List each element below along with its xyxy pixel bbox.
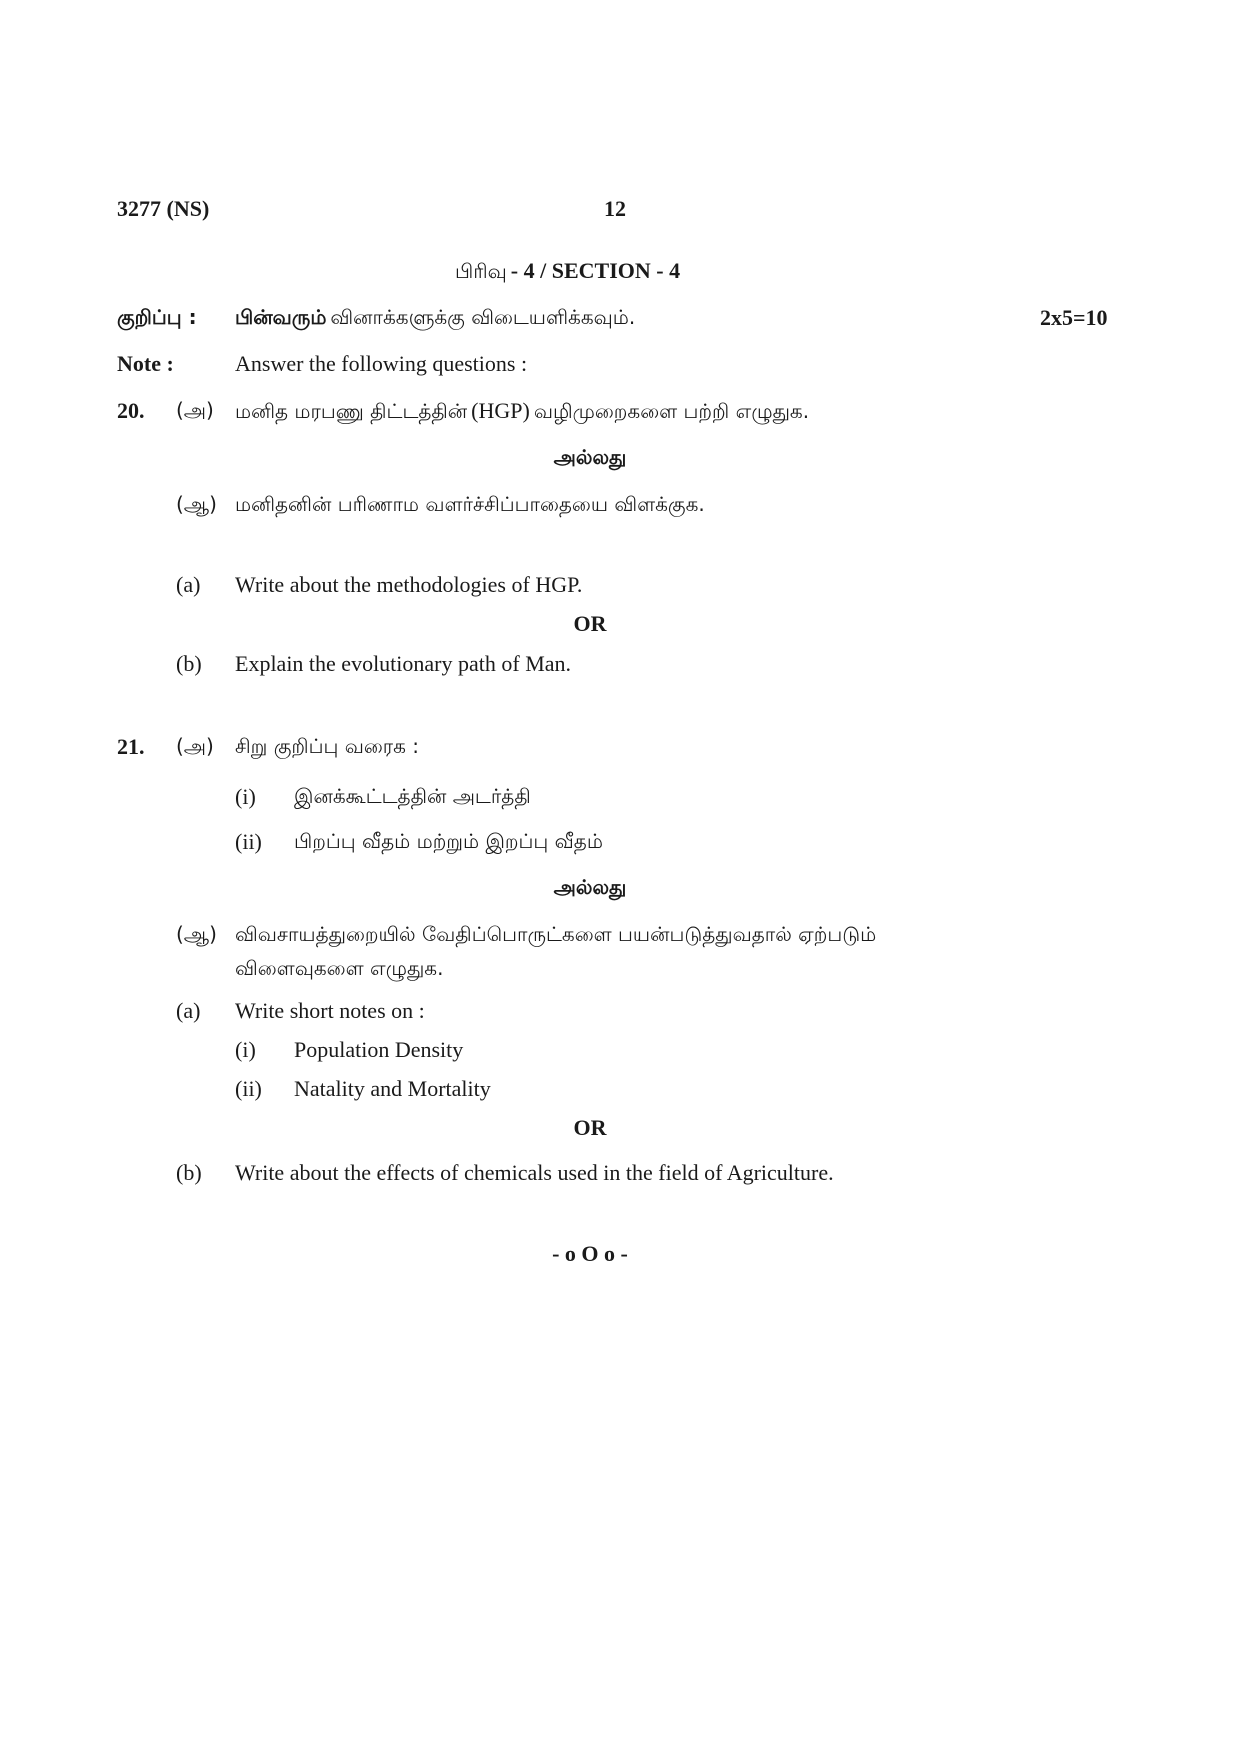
question-20-or-tamil: அல்லது [553,445,627,469]
note-text-english: Answer the following questions : [235,351,528,376]
marks: 2x5=10 [1040,305,1108,330]
question-21-ii-tamil: பிறப்பு வீதம் மற்றும் இறப்பு வீதம் [294,829,603,853]
question-20-b-tamil: மனிதனின் பரிணாம வளர்ச்சிப்பாதையை விளக்குக. [235,492,705,516]
question-20-a-tamil [235,398,809,426]
question-20-b-english: Explain the evolutionary path of Man. [235,651,572,676]
question-21-i-marker-english: (i) [235,1037,256,1062]
question-21-or-english: OR [573,1115,607,1140]
question-21-number: 21. [117,734,145,759]
question-21-i-tamil: இனக்கூட்டத்தின் அடர்த்தி [294,784,531,808]
question-21-b-marker-english: (b) [176,1160,202,1185]
section-title-tamil: பிரிவு [455,259,507,283]
question-21-b-tamil-line1: விவசாயத்துறையில் வேதிப்பொருட்களை பயன்படுத்துவதால் ஏற்படும் [235,922,877,946]
question-21-b-tamil-line2: விளைவுகளை எழுதுக. [235,956,444,980]
question-21-a-english: Write short notes on : [235,998,425,1023]
section-title [455,258,680,286]
paper-code: 3277 (NS) [117,196,210,221]
question-20-a-tamil-part2: வழிமுறைகளை பற்றி எழுதுக. [533,399,810,423]
note-label-tamil: குறிப்பு : [117,305,197,329]
note-label-english: Note : [117,351,174,376]
note-text-tamil-bold: பின்வரும் [235,305,327,329]
question-21-ii-english: Natality and Mortality [294,1076,491,1101]
question-21-b-english: Write about the effects of chemicals used in the field of Agriculture. [235,1160,834,1185]
question-21-i-marker-tamil: (i) [235,784,256,809]
question-20-a-marker-english: (a) [176,572,201,597]
question-21-i-english: Population Density [294,1037,464,1062]
question-20-number: 20. [117,398,145,423]
question-21-a-tamil: சிறு குறிப்பு வரைக : [235,734,420,758]
question-20-b-marker-english: (b) [176,651,202,676]
question-20-b-marker-tamil: (ஆ) [176,492,217,516]
question-21-ii-marker-tamil: (ii) [235,829,262,854]
question-21-a-marker-english: (a) [176,998,201,1023]
question-20-a-tamil-hgp: (HGP) [471,398,530,423]
question-21-a-marker-tamil: (அ) [176,734,214,758]
page-number: 12 [604,196,626,221]
end-mark: - o O o - [552,1241,628,1266]
question-20-a-marker-tamil: (அ) [176,398,214,422]
note-text-tamil-rest: வினாக்களுக்கு விடையளிக்கவும். [330,305,636,329]
section-title-english: - 4 / SECTION - 4 [510,258,681,283]
question-20-or-english: OR [573,611,607,636]
question-21-ii-marker-english: (ii) [235,1076,262,1101]
note-text-tamil [235,305,635,332]
question-21-b-marker-tamil: (ஆ) [176,922,217,946]
question-21-or-tamil: அல்லது [553,875,627,899]
question-20-a-tamil-part1: மனித மரபணு திட்டத்தின் [235,399,468,423]
question-20-a-english: Write about the methodologies of HGP. [235,572,583,597]
